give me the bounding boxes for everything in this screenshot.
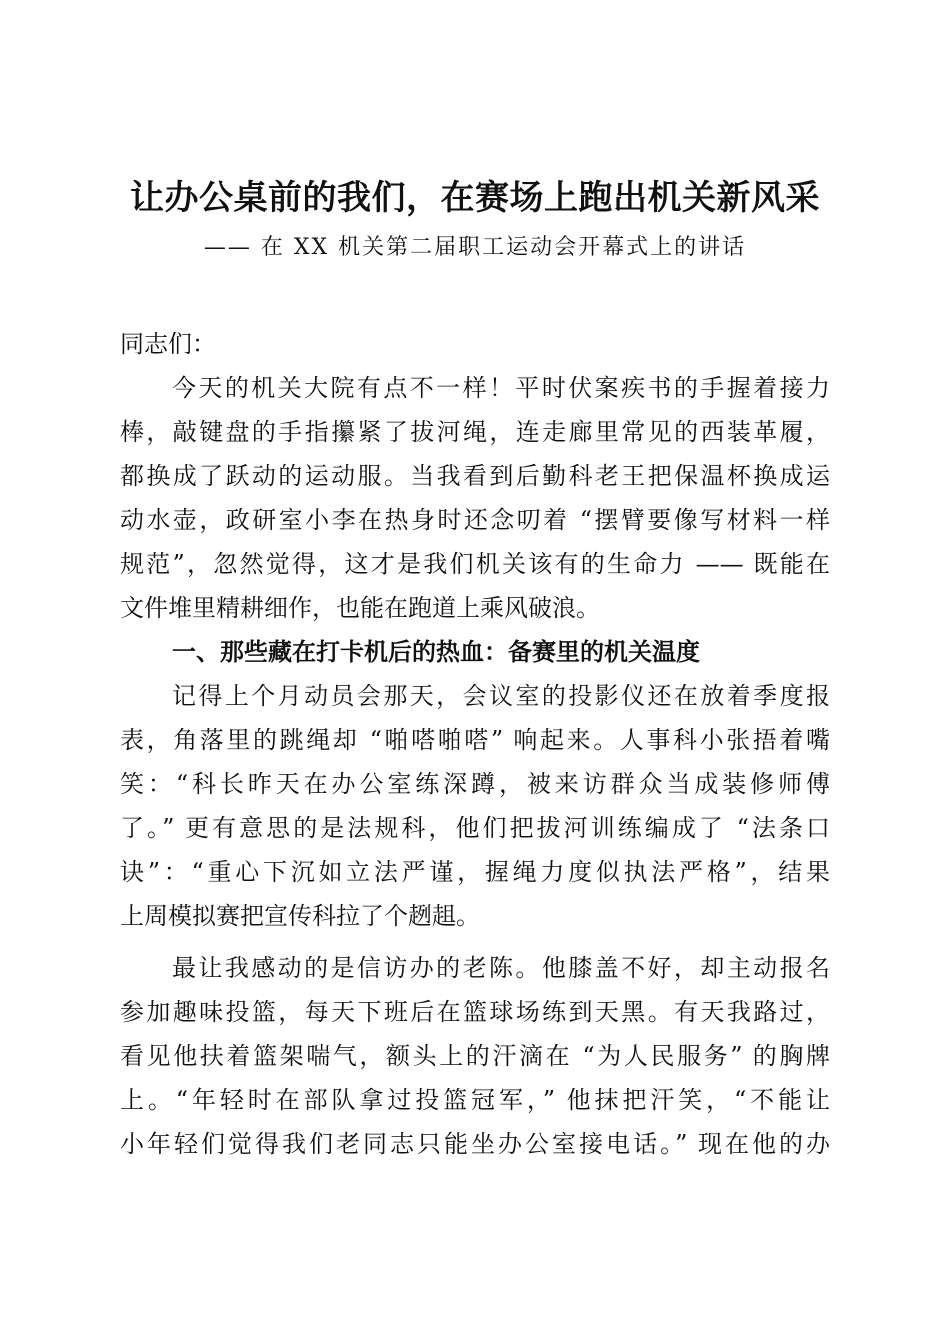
paragraph-3: [120, 946, 830, 1166]
paragraph-line: 小年轻们觉得我们老同志只能坐办公室接电话。” 现在他的办: [120, 1130, 830, 1158]
document-body: [120, 322, 830, 1166]
paragraph-line: 记得上个月动员会那天，会议室的投影仪还在放着季度报: [172, 682, 830, 710]
salutation: 同志们：: [120, 330, 216, 358]
paragraph-line: 看见他扶着篮架喘气，额头上的汗滴在 “为人民服务” 的胸牌: [120, 1042, 830, 1070]
paragraph-line: 诀”：“重心下沉如立法严谨，握绳力度似执法严格”，结果: [120, 858, 830, 886]
paragraph-2: [120, 674, 830, 938]
section-heading: 一、那些藏在打卡机后的热血：备赛里的机关温度: [172, 638, 700, 666]
paragraph-line: 了。” 更有意思的是法规科，他们把拔河训练编成了 “法条口: [120, 814, 830, 842]
paragraph-line: 上。“年轻时在部队拿过投篮冠军，” 他抹把汗笑，“不能让: [120, 1086, 830, 1114]
paragraph-line: 今天的机关大院有点不一样！平时伏案疾书的手握着接力: [172, 374, 830, 402]
paragraph-line: 最让我感动的是信访办的老陈。他膝盖不好，却主动报名: [172, 954, 830, 982]
paragraph-line: 棒，敲键盘的手指攥紧了拔河绳，连走廊里常见的西装革履，: [120, 418, 830, 446]
paragraph-line: 笑：“科长昨天在办公室练深蹲，被来访群众当成装修师傅: [120, 770, 830, 798]
paragraph-line: 参加趣味投篮，每天下班后在篮球场练到天黑。有天我路过，: [120, 998, 830, 1026]
document-title: 让办公桌前的我们，在赛场上跑出机关新风采: [130, 178, 820, 218]
paragraph-line: 文件堆里精耕细作，也能在跑道上乘风破浪。: [120, 594, 600, 622]
paragraph-line: 动水壶，政研室小李在热身时还念叨着 “摆臂要像写材料一样: [120, 506, 830, 534]
paragraph-1: [120, 366, 830, 630]
document-subtitle: —— 在 XX 机关第二届职工运动会开幕式上的讲话: [203, 235, 747, 260]
paragraph-line: 规范”，忽然觉得，这才是我们机关该有的生命力 —— 既能在: [120, 550, 830, 578]
paragraph-line: 表，角落里的跳绳却 “啪嗒啪嗒” 响起来。人事科小张捂着嘴: [120, 726, 830, 754]
paragraph-line: 上周模拟赛把宣传科拉了个趔趄。: [120, 902, 480, 930]
paragraph-line: 都换成了跃动的运动服。当我看到后勤科老王把保温杯换成运: [120, 462, 830, 490]
